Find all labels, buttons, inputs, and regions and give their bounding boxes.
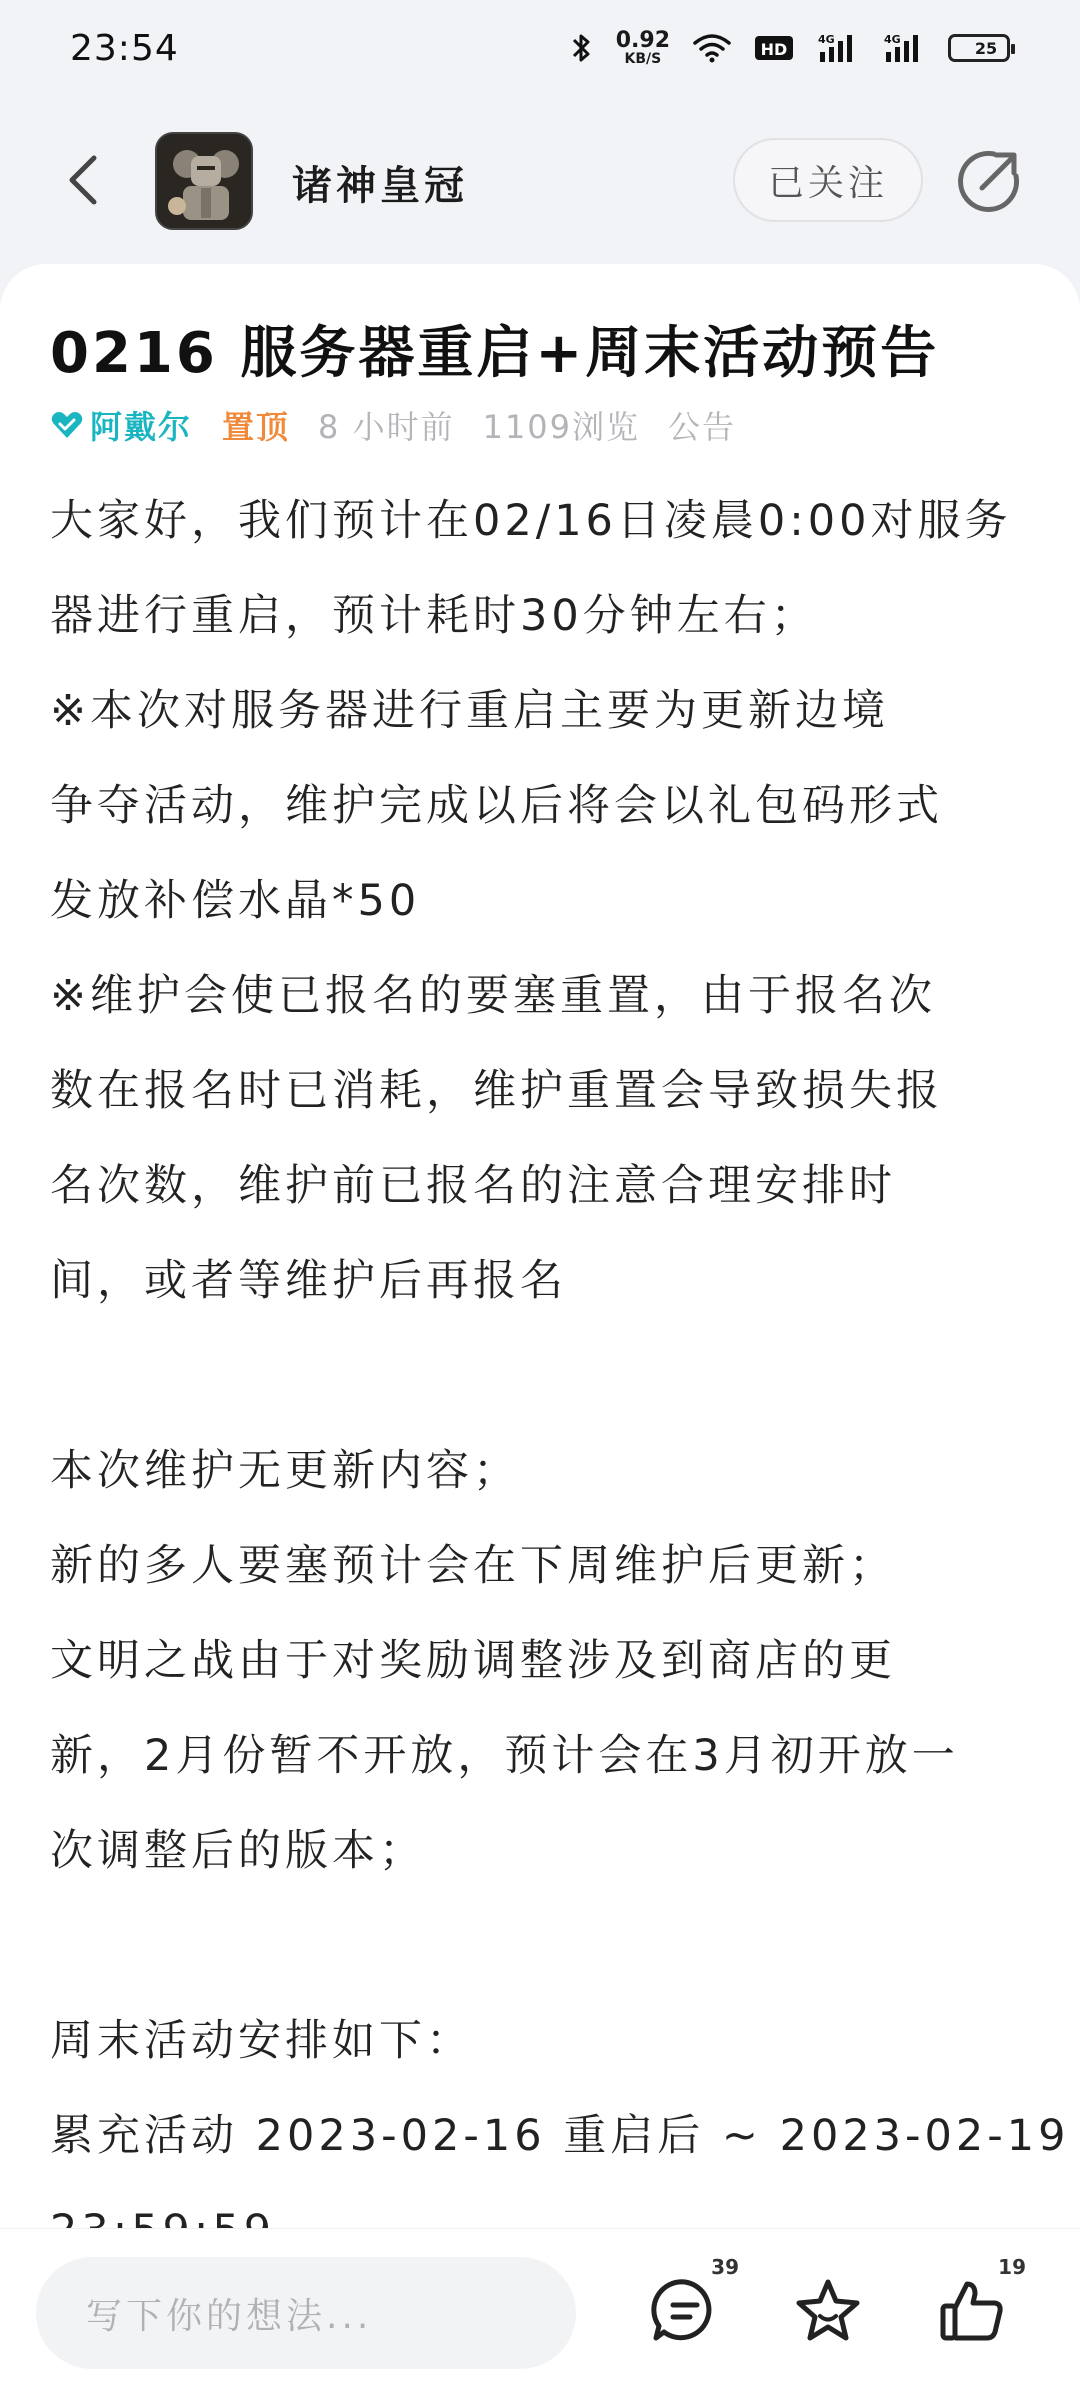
like-button[interactable] [932,2255,1026,2351]
post-body-line: 争夺活动，维护完成以后将会以礼包码形式 [50,781,943,831]
game-name[interactable]: 诸神皇冠 [292,163,468,209]
share-button[interactable] [956,148,1022,214]
status-bar [0,0,1080,96]
post-body-line: 大家好，我们预计在02/16日凌晨0:00对服务 [50,496,1012,546]
post-body-line: 器进行重启，预计耗时30分钟左右； [50,591,818,641]
battery-level: 25 [974,38,998,58]
comment-count: 39 [711,2255,739,2279]
pinned-badge: 置顶 [222,408,291,446]
network-speed [616,30,670,66]
post-body-line: ※维护会使已报名的要塞重置，由于报名次 [50,971,937,1021]
game-icon[interactable] [155,132,253,230]
post-title: 0216 服务器重启+周末活动预告 [50,321,940,386]
wifi-icon [692,33,732,63]
hd-label: HD [760,40,788,59]
post-body-line: 名次数，维护前已报名的注意合理安排时 [50,1161,896,1211]
comment-button[interactable] [645,2255,739,2351]
knight-armor-icon [157,134,253,230]
post-body-line: 本次维护无更新内容； [50,1446,520,1496]
share-icon [956,148,1022,214]
bottom-action-bar [0,2228,1080,2400]
like-thumb-icon [937,2276,1007,2346]
back-button[interactable] [56,152,112,208]
view-count: 1109浏览 [482,408,641,446]
follow-button[interactable]: 已关注 [733,138,923,222]
hd-icon [754,33,794,63]
status-icons [570,30,1010,66]
status-time: 23:54 [70,27,179,69]
post-body-line [50,1899,1035,1994]
post-body-line: 新的多人要塞预计会在下周维护后更新； [50,1541,896,1591]
post-meta [50,402,736,448]
back-arrow-icon [64,152,104,208]
battery-icon [948,34,1010,62]
net-speed-value: 0.92 [615,28,670,53]
post-time: 8 小时前 [318,408,455,446]
post-card [0,264,1080,2400]
header [0,110,1080,250]
bluetooth-icon [570,32,594,64]
post-body-line: 新，2月份暂不开放，预计会在3月初开放一 [50,1731,959,1781]
comment-icon [650,2276,720,2346]
author-name: 阿戴尔 [90,408,193,446]
svg-text:4G: 4G [818,33,835,46]
post-body-line: 次调整后的版本； [50,1826,426,1876]
signal-icon [816,32,860,64]
post-category: 公告 [668,408,737,446]
signal-icon-2 [882,32,926,64]
favorite-button[interactable] [788,2271,868,2351]
post-body-line: 发放补偿水晶*50 [50,876,421,926]
post-body-line: 累充活动 2023-02-16 重启后 ~ 2023-02-19 [50,2111,1070,2161]
post-body-line: 间，或者等维护后再报名 [50,1256,567,1306]
verified-heart-icon [50,410,84,440]
post-body [50,474,1070,2279]
like-count: 19 [998,2255,1026,2279]
post-body-line: 数在报名时已消耗，维护重置会导致损失报 [50,1066,943,1116]
post-body-line: 周末活动安排如下： [50,2016,473,2066]
post-body-line: ※本次对服务器进行重启主要为更新边境 [50,686,890,736]
author-link[interactable] [50,402,192,448]
favorite-star-icon [793,2276,863,2346]
svg-text:4G: 4G [884,33,901,46]
post-body-line [50,1329,1035,1424]
net-speed-unit: KB/S [624,51,662,67]
comment-input[interactable]: 写下你的想法... [36,2257,576,2369]
post-body-line: 文明之战由于对奖励调整涉及到商店的更 [50,1636,896,1686]
